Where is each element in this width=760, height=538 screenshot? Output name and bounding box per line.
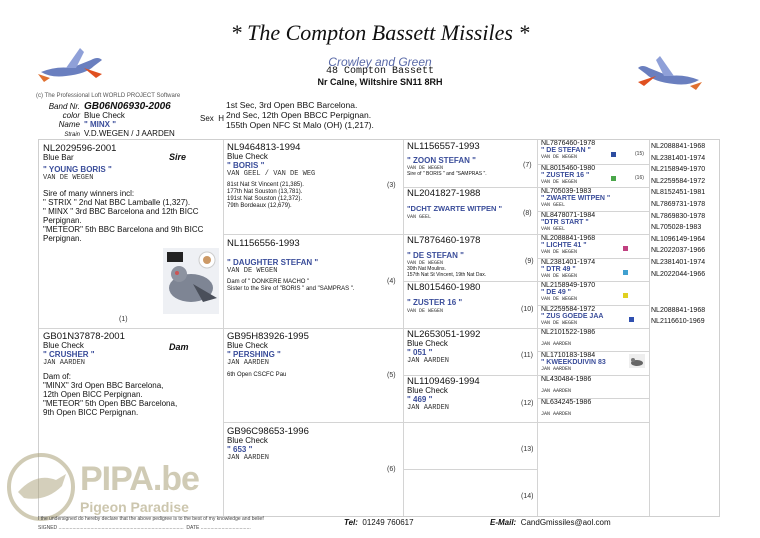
ring-number: NL8152451-1981 [651, 189, 706, 197]
performance-item: 2nd Sec, 12th Open BBCC Perpignan. [226, 110, 372, 120]
info-line: 12th Open BICC Perpignan. [43, 390, 143, 399]
marker-square [623, 246, 628, 251]
position-number: (12) [521, 400, 534, 407]
position-number: (4) [387, 278, 396, 285]
pigeon-name: " DE 49 " [541, 289, 571, 296]
pigeon-name: " KWEEKDUIVIN 83 [541, 359, 606, 366]
pigeon-name: " YOUNG BORIS " [43, 165, 112, 174]
ring-number: NL705039-1983 [541, 188, 592, 195]
position-number: (7) [523, 162, 532, 169]
breeder: JAN AARDEN [541, 366, 572, 372]
ancestor-cell [541, 140, 647, 161]
ring-number: NL8015460-1980 [541, 165, 596, 172]
dam-info [43, 372, 219, 417]
position-number: (6) [387, 466, 396, 473]
pigeon-logo-icon [634, 52, 704, 92]
info-line: Sire of many winners incl: [43, 189, 135, 198]
pigeon-name: " CRUSHER " [43, 350, 95, 359]
info-line: 177th Nat Souston (13,781). [227, 189, 303, 195]
ancestor-cell [407, 377, 535, 413]
pigeon-name: " DE STEFAN " [407, 251, 464, 260]
marker-square [629, 317, 634, 322]
pigeon-color: Blue Check [227, 152, 268, 161]
pigeon-name: " BORIS " [227, 161, 265, 170]
ring-number: NL2158949-1970 [541, 282, 596, 289]
ring-number: GB95H83926-1995 [227, 331, 309, 342]
ring-number: NL2116610-1969 [651, 318, 705, 325]
position-number: (1) [119, 316, 128, 323]
pigeon-sex: H [218, 114, 225, 123]
breeder: JAN AARDEN [541, 388, 572, 394]
date-label: DATE [186, 525, 200, 531]
page-title: * The Compton Bassett Missiles * [230, 20, 530, 45]
owner-name: Crowley and Green [328, 55, 432, 69]
info-line: 6th Open CSCFC Pau [227, 372, 287, 378]
ancestor-cell [541, 188, 647, 209]
ancestor-cell [541, 235, 647, 256]
breeder: VAN DE WEGEN [541, 296, 578, 302]
pigeon-name: " PERSHING " [227, 350, 281, 359]
band-number: GB06N06930-2006 [84, 101, 171, 112]
ring-number: NL8015460-1980 [407, 282, 481, 293]
info-line: 81st Nat St Vincent (21,385). [227, 182, 304, 188]
gen5-list [651, 141, 705, 280]
marker-square [611, 176, 616, 181]
ancestor-cell [541, 212, 647, 233]
pigeon-name: " DTR 49 " [541, 266, 576, 273]
position-number: (9) [525, 258, 534, 265]
ring-number: NL9464813-1994 [227, 142, 301, 153]
ring-number: NL2088841-1968 [541, 235, 596, 242]
pigeon-name: " DAUGHTER STEFAN " [227, 258, 319, 267]
pigeon-name: " ZOON STEFAN " [407, 156, 476, 165]
ancestor-cell [541, 165, 647, 186]
info-line: "METEOR" 5th Open BBC Barcelona, [43, 399, 178, 408]
position-number: (14) [521, 493, 534, 500]
sire-cell [43, 144, 219, 243]
watermark-subtitle: Pigeon Paradise [80, 499, 189, 515]
ring-number: NL2381401-1974 [651, 258, 706, 266]
declaration: I the undersigned do hereby declare that the above pedigree is to the best of my knowledge and belief [38, 516, 264, 522]
pigeon-name: " DE STEFAN " [541, 147, 591, 154]
email-label: E-Mail: [490, 518, 517, 527]
info-line: " STRIX " 2nd Nat BBC Lamballe (1,327). [43, 198, 191, 207]
pigeon-color: Blue Check [43, 341, 84, 350]
breeder: JAN AARDEN [43, 359, 86, 367]
ring-number: GB01N37878-2001 [43, 331, 125, 342]
breeder: VAN DE WEGEN [541, 249, 578, 255]
strain-label: Strain [64, 132, 80, 138]
pigeon-logo-icon [36, 44, 106, 84]
sire-info [43, 189, 219, 243]
pigeon-strain: V.D.WEGEN / J AARDEN [84, 129, 175, 138]
ancestor-cell [227, 332, 399, 379]
breeder: VAN GEEL [541, 202, 566, 208]
marker-square [611, 152, 616, 157]
breeder: JAN AARDEN [407, 404, 450, 412]
footer-tel [344, 518, 414, 527]
info-line: Sister to the Sire of "BORIS " and "SAMPRAS ". [227, 286, 355, 292]
tel-label: Tel: [344, 518, 358, 527]
pigeon-name: " 653 " [227, 445, 253, 454]
info-line: Sire of " BORIS " and "SAMPRAS ". [407, 171, 487, 177]
position-number: (3) [387, 182, 396, 189]
band-label: Band Nr. [48, 102, 80, 111]
ring-number: NL1096149-1964 [651, 235, 706, 243]
ring-number: NL2158949-1970 [651, 166, 706, 174]
ring-number: NL2381401-1974 [651, 154, 706, 162]
ancestor-cell [541, 399, 647, 418]
ancestor-cell [407, 189, 535, 222]
pigeon-name: " ZUSTER 16 " [541, 172, 590, 179]
info-line: Dam of " DONKERE MACHO " [227, 279, 310, 285]
breeder: VAN GEEL / VAN DE WEG [227, 170, 316, 178]
ring-number: NL2041827-1988 [407, 188, 481, 199]
signed-label: SIGNED [38, 525, 58, 531]
ancestor-cell [541, 282, 647, 303]
dam-label: Dam [169, 342, 189, 352]
pigeon-name: " 051 " [407, 348, 433, 357]
position-number: (8) [523, 210, 532, 217]
ring-number: NL1156557-1993 [407, 141, 480, 152]
pigeon-color: Blue Check [407, 386, 448, 395]
info-line: 191st Nat Souston (12,372). [227, 196, 303, 202]
info-line: 30th Nat Moulins. [407, 266, 446, 272]
owner-address: 48 Compton Bassett [325, 66, 435, 77]
ring-number: NL1710183-1984 [541, 352, 596, 359]
breeder: VAN DE WEGEN [407, 165, 444, 171]
ring-number: NL7876460-1978 [541, 140, 596, 147]
ancestor-cell [227, 239, 399, 293]
marker-square [623, 293, 628, 298]
ring-number: NL7869731-1978 [651, 200, 706, 208]
pigeon-color: Blue Check [84, 111, 125, 120]
ring-number: NL1109469-1994 [407, 376, 480, 387]
info-line: 157th Nat St Vincent, 19th Nat Dax. [407, 272, 487, 278]
ancestor-cell [407, 142, 535, 178]
breeder: JAN AARDEN [227, 454, 270, 462]
position-number: (15) [635, 151, 644, 157]
breeder: JAN AARDEN [227, 359, 270, 367]
ring-number: NL7876460-1978 [407, 235, 481, 246]
ring-number: NL2088841-1968 [651, 143, 706, 150]
performance-list [226, 100, 374, 130]
ring-number: NL2259584-1972 [541, 306, 596, 313]
ring-number: NL1156556-1993 [227, 238, 300, 249]
ancestor-cell [407, 236, 535, 278]
ring-number: NL2088841-1968 [651, 307, 706, 314]
info-line: Dam of: [43, 372, 72, 381]
pigeon-name: "DTR START " [541, 219, 589, 226]
signature-line: SIGNED .......................................................................................... DATE .................................... [38, 525, 251, 531]
email-address: CandGmissiles@aol.com [520, 518, 611, 527]
position-number: (5) [387, 372, 396, 379]
pigeon-name: " ZWARTE WITPEN " [541, 195, 611, 202]
ring-number: NL2259584-1972 [651, 177, 706, 185]
pigeon-color: Blue Bar [43, 153, 74, 162]
dam-cell [43, 332, 219, 417]
performance-item: 1st Sec, 3rd Open BBC Barcelona. [226, 100, 358, 110]
pigeon-header [40, 101, 225, 138]
info-line: " MINX " 3rd BBC Barcelona and 12th BICC Perpignan. [43, 207, 199, 225]
breeder: JAN AARDEN [407, 357, 450, 365]
breeder: VAN DE WEGEN [541, 273, 578, 279]
position-number: (13) [521, 446, 534, 453]
ancestor-cell [227, 143, 399, 210]
sire-label: Sire [169, 152, 187, 162]
ring-number: NL2022044-1966 [651, 270, 706, 278]
pigeon-name: " 469 " [407, 395, 433, 404]
breeder: VAN DE WEGEN [407, 260, 444, 266]
marker-square [623, 270, 628, 275]
ancestor-cell [407, 283, 535, 316]
pigeon-name: " LICHTE 41 " [541, 242, 587, 249]
ring-number: NL2653051-1992 [407, 329, 481, 340]
pigeon-name: " ZUSTER 16 " [407, 298, 463, 307]
ring-number: NL8478071-1984 [541, 212, 596, 219]
pigeon-name: " ZUS GOEDE JAA [541, 313, 604, 320]
pigeon-color: Blue Check [227, 341, 268, 350]
info-line: 9th Open BICC Perpignan. [43, 408, 139, 417]
pipa-logo-icon [6, 452, 76, 522]
color-label: color [62, 111, 80, 120]
ring-number: NL430484-1986 [541, 376, 592, 383]
ring-number: GB96C98653-1996 [227, 426, 309, 437]
info-line: "MINX" 3rd Open BBC Barcelona, [43, 381, 164, 390]
breeder: VAN DE WEGEN [407, 308, 444, 314]
software-credit: (c) The Professional Loft WORLD PROJECT Software [36, 93, 181, 99]
owner-address: Nr Calne, Wiltshire SN11 8RH [317, 77, 443, 87]
breeder: VAN GEEL [407, 214, 432, 220]
pigeon-name: "DCHT ZWARTE WITPEN " [407, 204, 503, 213]
breeder: VAN DE WEGEN [541, 320, 578, 326]
position-number: (11) [521, 352, 533, 359]
ring-number: NL2101522-1986 [541, 329, 596, 336]
pigeon-photo [629, 354, 645, 368]
ring-number: NL2022037-1966 [651, 247, 706, 255]
ancestor-cell [227, 427, 399, 463]
breeder: JAN AARDEN [541, 411, 572, 417]
ancestor-cell [541, 376, 647, 395]
ring-number: NL2381401-1974 [541, 259, 596, 266]
name-label: Name [58, 120, 80, 129]
gen5-list [651, 305, 705, 327]
pigeon-name: " MINX " [84, 120, 117, 129]
breeder: JAN AARDEN [541, 341, 572, 347]
ring-number: NL7869830-1978 [651, 212, 706, 220]
tel-number: 01249 760617 [362, 518, 414, 527]
ring-number: NL2029596-2001 [43, 143, 117, 154]
position-number: (16) [635, 175, 644, 181]
breeder: VAN DE WEGEN [227, 267, 278, 275]
position-number: (10) [521, 306, 534, 313]
ancestor-cell [407, 330, 535, 366]
ring-number: NL705028-1983 [651, 224, 702, 232]
info-line: 79th Bordeaux (12,679). [227, 203, 292, 209]
breeder: VAN GEEL [541, 226, 566, 232]
breeder: VAN DE WEGEN [541, 179, 578, 185]
ancestor-cell [541, 329, 647, 348]
info-line: "METEOR" 5th BBC Barcelona and 9th BICC Perpignan. [43, 225, 204, 243]
ring-number: NL634245-1986 [541, 399, 592, 406]
pigeon-photo [163, 248, 219, 314]
breeder: VAN DE WEGEN [541, 154, 578, 160]
footer-email [490, 518, 611, 527]
watermark-title: PIPA.be [80, 460, 199, 498]
pigeon-color: Blue Check [227, 436, 268, 445]
ancestor-cell [541, 259, 647, 280]
breeder: VAN DE WEGEN [43, 174, 94, 182]
sex-label: Sex [200, 114, 214, 123]
owner-block [300, 57, 460, 87]
performance-item: 155th Open NFC St Malo (OH) (1,217). [226, 120, 374, 130]
pigeon-color: Blue Check [407, 339, 448, 348]
